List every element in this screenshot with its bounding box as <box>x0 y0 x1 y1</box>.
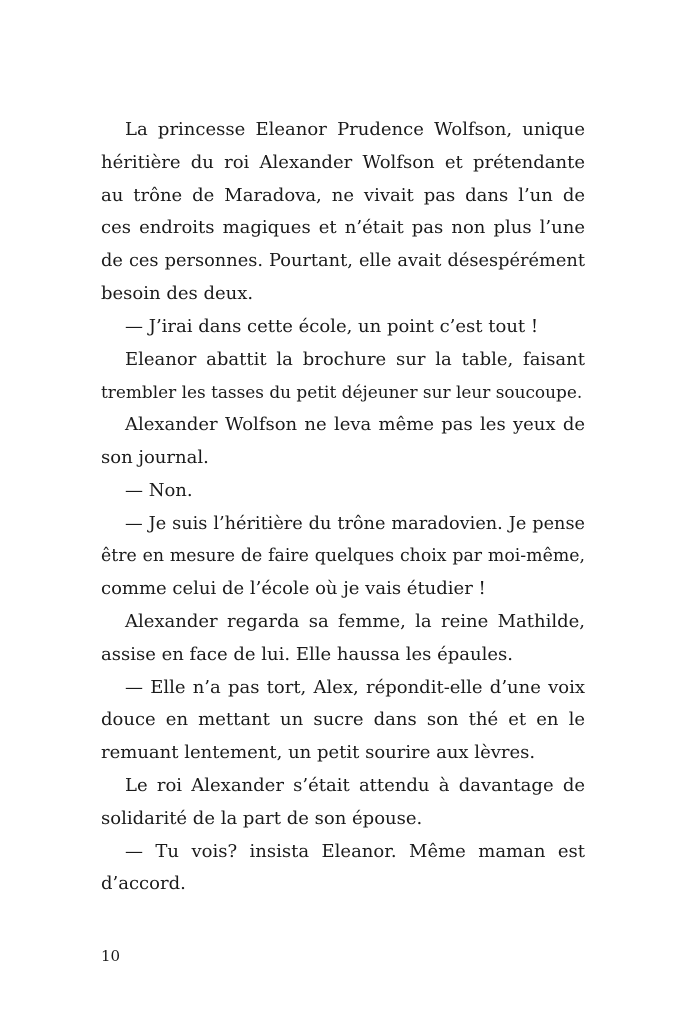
text-line: — Elle n’a pas tort, Alex, répondit-elle d’une voix <box>125 676 585 698</box>
text-line: être en mesure de faire quelques choix par moi-même, <box>101 546 585 567</box>
text-line: Eleanor abattit la brochure sur la table, faisant <box>125 348 585 370</box>
text-line: au trône de Maradova, ne vivait pas dans l’un de <box>101 184 585 206</box>
text-line: d’accord. <box>101 873 186 895</box>
text-line: Alexander regarda sa femme, la reine Mathilde, <box>125 610 585 632</box>
page-body <box>101 114 585 901</box>
text-line: — Tu vois? insista Eleanor. Même maman est <box>125 840 585 862</box>
text-line: assise en face de lui. Elle haussa les épaules. <box>101 643 513 665</box>
text-line: son journal. <box>101 446 209 468</box>
text-line: de ces personnes. Pourtant, elle avait désespérément <box>101 251 585 272</box>
text-line: douce en mettant un sucre dans son thé et en le <box>101 709 585 731</box>
text-line: remuant lentement, un petit sourire aux lèvres. <box>101 742 536 764</box>
text-line: Alexander Wolfson ne leva même pas les yeux de <box>125 414 585 436</box>
text-line: — J’irai dans cette école, un point c’est tout ! <box>125 315 539 337</box>
text-line: — Non. <box>125 479 193 501</box>
text-line: trembler les tasses du petit déjeuner sur leur soucoupe. <box>101 382 583 403</box>
text-line: La princesse Eleanor Prudence Wolfson, unique <box>125 119 585 140</box>
text-line: héritière du roi Alexander Wolfson et prétendante <box>101 151 585 173</box>
page-number: 10 <box>101 947 121 965</box>
text-line: comme celui de l’école où je vais étudier ! <box>101 578 486 600</box>
text-line: — Je suis l’héritière du trône maradovien. Je pense <box>125 513 585 534</box>
text-line: solidarité de la part de son épouse. <box>101 807 423 829</box>
text-line: besoin des deux. <box>101 282 254 304</box>
text-line: ces endroits magiques et n’était pas non plus l’une <box>101 217 585 239</box>
text-line: Le roi Alexander s’était attendu à davantage de <box>125 774 585 796</box>
